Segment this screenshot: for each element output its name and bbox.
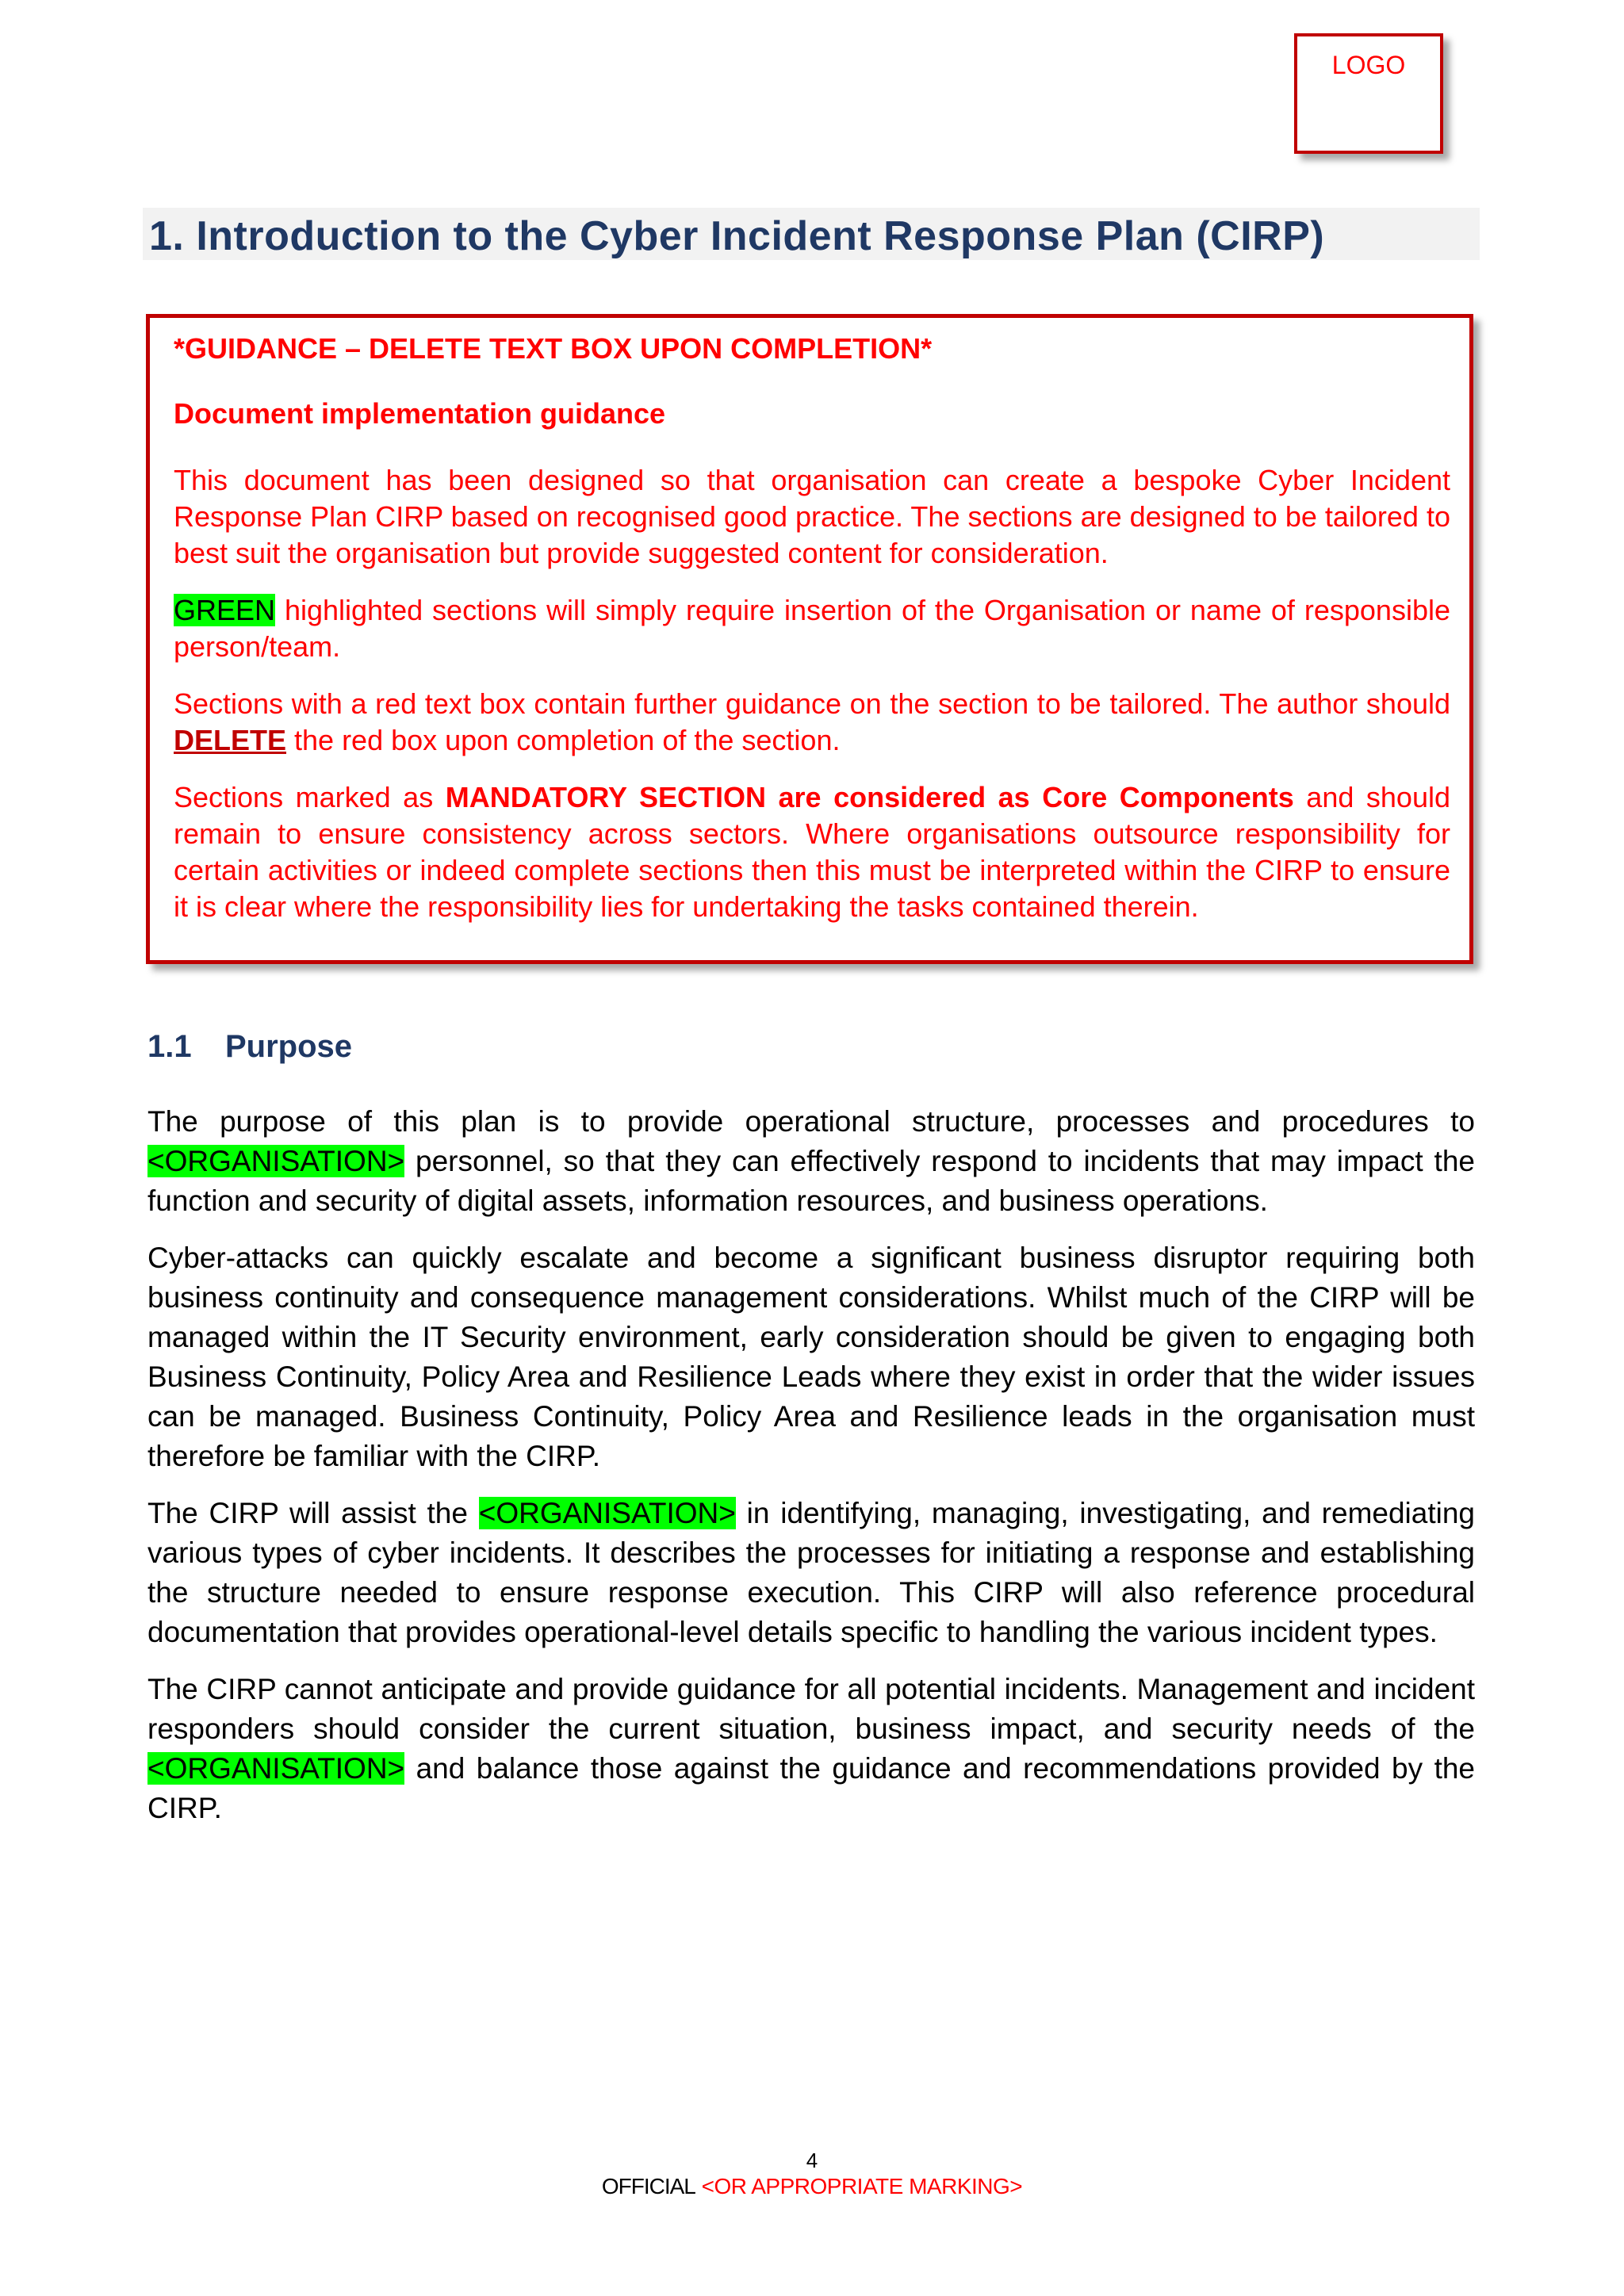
guidance-paragraph-3 — [174, 686, 1450, 759]
guidance-paragraph-3-start: Sections with a red text box contain further guidance on the section to be tailored. The author should — [174, 687, 1450, 720]
page-number: 4 — [806, 2149, 818, 2172]
guidance-subheading: Document implementation guidance — [174, 397, 666, 430]
section-number: 1.1 — [147, 1029, 192, 1064]
footer-marking — [0, 2174, 1624, 2199]
guidance-paragraph-2-text: highlighted sections will simply require insertion of the Organisation or name of responsible person/team. — [174, 594, 1450, 663]
body-paragraph-4 — [147, 1670, 1475, 1828]
body-paragraph-3 — [147, 1494, 1475, 1652]
logo-text: LOGO — [1331, 51, 1406, 79]
guidance-paragraph-4-start: Sections marked as — [174, 781, 446, 813]
body-paragraph-1 — [147, 1102, 1475, 1221]
guidance-text-box — [146, 314, 1473, 964]
mandatory-section-emphasis: MANDATORY SECTION are considered as Core Components — [445, 781, 1294, 813]
body-paragraph-3-start: The CIRP will assist the — [147, 1497, 479, 1529]
section-title: Purpose — [225, 1029, 353, 1064]
guidance-paragraph-4 — [174, 779, 1450, 925]
guidance-paragraph-1: This document has been designed so that organisation can create a bespoke Cyber Incident Response Plan CIRP based on recognised good practice. The sections are designed to be tailored to best suit the organisation but provide suggested content for consideration. — [174, 464, 1450, 569]
body-paragraph-4-end: and balance those against the guidance and recommendations provided by the CIRP. — [147, 1752, 1475, 1824]
green-highlight-label: GREEN — [174, 594, 276, 626]
guidance-heading: *GUIDANCE – DELETE TEXT BOX UPON COMPLETION* — [174, 332, 933, 365]
body-paragraph-1-start: The purpose of this plan is to provide operational structure, processes and procedures to — [147, 1105, 1475, 1138]
organisation-placeholder: <ORGANISATION> — [147, 1145, 405, 1177]
logo-placeholder — [1294, 33, 1443, 154]
page-title: 1. Introduction to the Cyber Incident Response Plan (CIRP) — [149, 213, 1325, 259]
organisation-placeholder: <ORGANISATION> — [147, 1752, 405, 1785]
body-paragraph-2: Cyber-attacks can quickly escalate and become a significant business disruptor requiring both business continuity and consequence management considerations. Whilst much of the CIRP will be managed within the IT Security environment, early consideration should be given to engaging both Business Continuity, Policy Area and Resilience Leads where they exist in order that the wider issues can be managed. Business Continuity, Policy Area and Resilience leads in the organisation must therefore be familiar with the CIRP. — [147, 1242, 1475, 1472]
guidance-paragraph-2 — [174, 592, 1450, 665]
official-label: OFFICIAL — [601, 2174, 695, 2198]
body-paragraph-1-end: personnel, so that they can effectively respond to incidents that may impact the function and security of digital assets, information resources, and business operations. — [147, 1145, 1475, 1217]
appropriate-marking-placeholder: <OR APPROPRIATE MARKING> — [701, 2174, 1023, 2198]
guidance-paragraph-4-end: and should remain to ensure consistency across sectors. Where organisations outsource responsibility for certain activities or indeed complete sections then this must be interpreted within the CIRP to ensure it is clear where the responsibility lies for undertaking the tasks contained therein. — [174, 781, 1450, 923]
guidance-paragraph-3-end: the red box upon completion of the section. — [286, 724, 841, 756]
organisation-placeholder: <ORGANISATION> — [478, 1497, 736, 1529]
body-paragraph-3-end: in identifying, managing, investigating, and remediating various types of cyber incidents. It describes the processes for initiating a response and establishing the structure needed to ensure response execution. This CIRP will also reference procedural documentation that provides operational-level details specific to handling the various incident types. — [147, 1497, 1475, 1648]
body-paragraph-4-start: The CIRP cannot anticipate and provide guidance for all potential incidents. Management and incident responders should consider the current situation, business impact, and security needs of the — [147, 1673, 1475, 1745]
title-bar — [143, 208, 1480, 260]
delete-emphasis: DELETE — [174, 724, 287, 756]
section-heading-purpose — [147, 1029, 352, 1065]
purpose-body — [147, 1102, 1475, 1846]
